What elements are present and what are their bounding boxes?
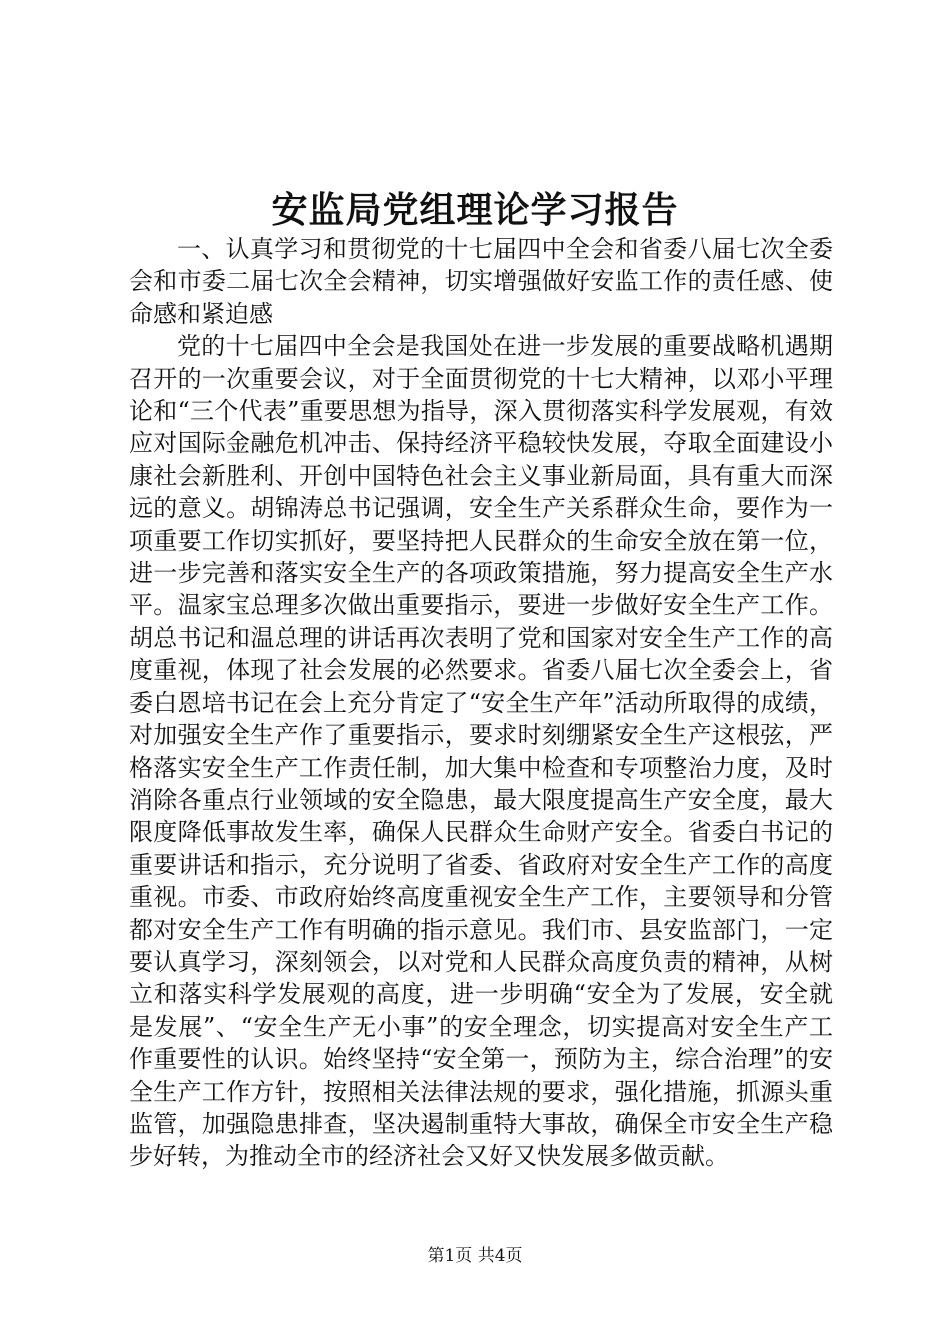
section-heading: 一、认真学习和贯彻党的十七届四中全会和省委八届七次全委会和市委二届七次全会精神，切实增强做好安监工作的责任感、使命感和紧迫感 bbox=[129, 235, 833, 328]
page-footer: 第1页 共4页 bbox=[427, 1246, 523, 1266]
document-title: 安监局党组理论学习报告 bbox=[271, 189, 679, 231]
body-paragraph: 党的十七届四中全会是我国处在进一步发展的重要战略机遇期召开的一次重要会议，对于全面贯彻党的十七大精神，以邓小平理论和“三个代表”重要思想为指导，深入贯彻落实科学发展观，有效应对国际金融危机冲击、保持经济平稳较快发展，夺取全面建设小康社会新胜利、开创中国特色社会主义事业新局面，具有重大而深远的意义。胡锦涛总书记强调，安全生产关系群众生命，要作为一项重要工作切实抓好，要坚持把人民群众的生命安全放在第一位，进一步完善和落实安全生产的各项政策措施，努力提高安全生产水平。温家宝总理多次做出重要指示，要进一步做好安全生产工作。胡总书记和温总理的讲话再次表明了党和国家对安全生产工作的高度重视，体现了社会发展的必然要求。省委八届七次全委会上，省委白恩培书记在会上充分肯定了“安全生产年”活动所取得的成绩，对加强安全生产作了重要指示，要求时刻绷紧安全生产这根弦，严格落实安全生产工作责任制，加大集中检查和专项整治力度，及时消除各重点行业领域的安全隐患，最大限度提高生产安全度，最大限度降低事故发生率，确保人民群众生命财产安全。省委白书记的重要讲话和指示，充分说明了省委、省政府对安全生产工作的高度重视。市委、市政府始终高度重视安全生产工作，主要领导和分管都对安全生产工作有明确的指示意见。我们市、县安监部门，一定要认真学习，深刻领会，以对党和人民群众高度负责的精神，从树立和落实科学发展观的高度，进一步明确“安全为了发展，安全就是发展”、“安全生产无小事”的安全理念，切实提高对安全生产工作重要性的认识。始终坚持“安全第一，预防为主，综合治理”的安全生产工作方针，按照相关法律法规的要求，强化措施，抓源头重监管，加强隐患排查，坚决遏制重特大事故，确保全市安全生产稳步好转，为推动全市的经济社会又好又快发展多做贡献。 bbox=[129, 332, 833, 1171]
document-body bbox=[129, 233, 833, 1173]
